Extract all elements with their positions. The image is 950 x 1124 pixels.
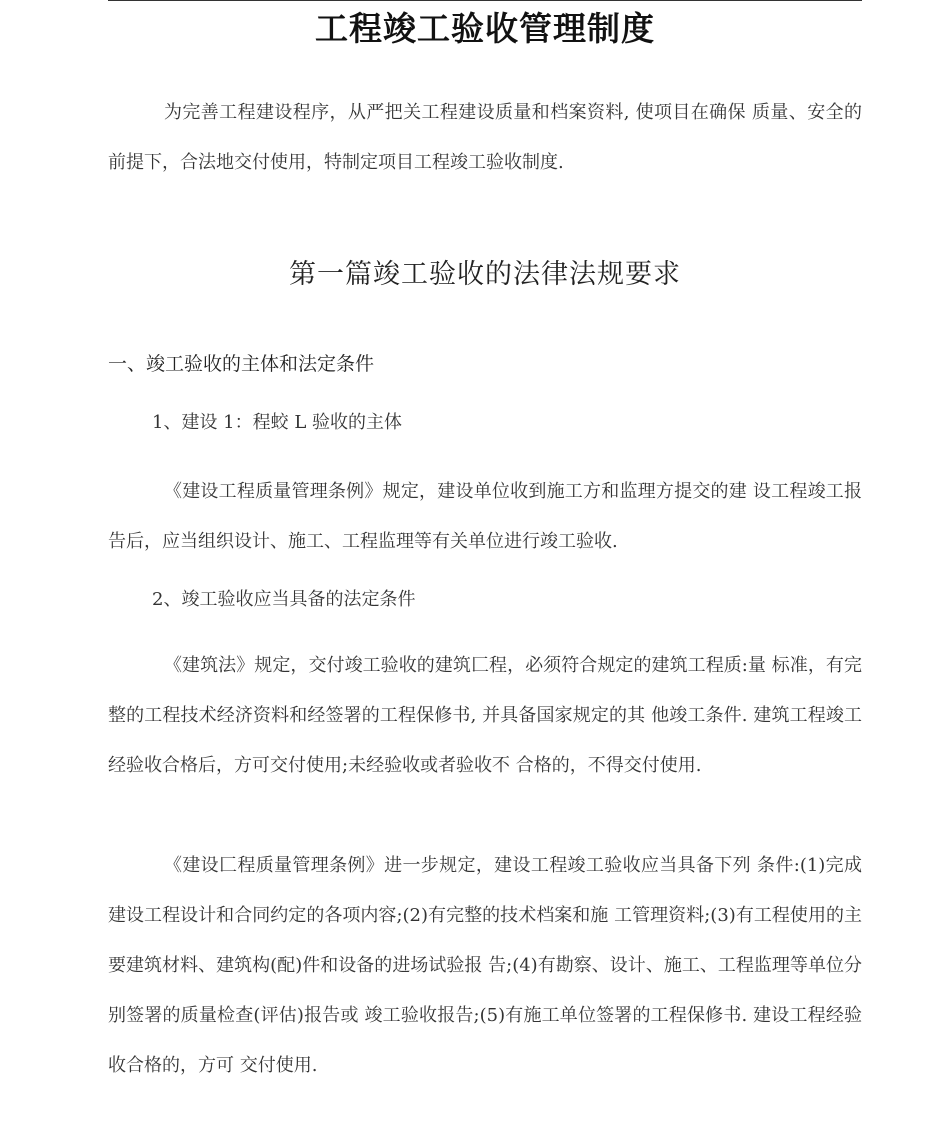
intro-paragraph: 为完善工程建设程序，从严把关工程建设质量和档案资料, 使项目在确保 质量、安全的前提下，合法地交付使用，特制定项目工程竣工验收制度.: [108, 102, 862, 173]
item1-heading: 1、建设 1：程蛟 L 验收的主体: [152, 412, 403, 433]
document-title: 工程竣工验收管理制度: [315, 9, 655, 48]
section-heading: 一、竣工验收的主体和法定条件: [108, 353, 375, 375]
item2-heading: 2、竣工验收应当具备的法定条件: [152, 589, 416, 610]
part-heading: 第一篇竣工验收的法律法规要求: [289, 259, 681, 290]
top-rule: [108, 0, 862, 1]
item2-paragraph-1: 《建筑法》规定，交付竣工验收的建筑匚程，必须符合规定的建筑工程质:量 标准，有完整的工程技术经济资料和经签署的工程保修书, 并具备国家规定的其 他竣工条件. 建筑工程竣工经验收合格后，方可交付使用;未经验收或者验收不 合格的，不得交付使用.: [108, 655, 862, 776]
item1-paragraph: 《建设工程质量管理条例》规定，建设单位收到施工方和监理方提交的建 设工程竣工报告后，应当组织设计、施工、工程监理等有关单位进行竣工验收.: [108, 481, 862, 552]
item2-paragraph-2: 《建设匚程质量管理条例》进一步规定，建设工程竣工验收应当具备下列 条件:(1)完成建设工程设计和合同约定的各项内容;(2)有完整的技术档案和施 工管理资料;(3)有工程使用的主要建筑材料、建筑构(配)件和设备的进场试验报 告;(4)有勘察、设计、施工、工程监理等单位分别签署的质量检查(评估)报告或 竣工验收报告;(5)有施工单位签署的工程保修书. 建设工程经验收合格的，方可 交付使用.: [108, 855, 862, 1076]
